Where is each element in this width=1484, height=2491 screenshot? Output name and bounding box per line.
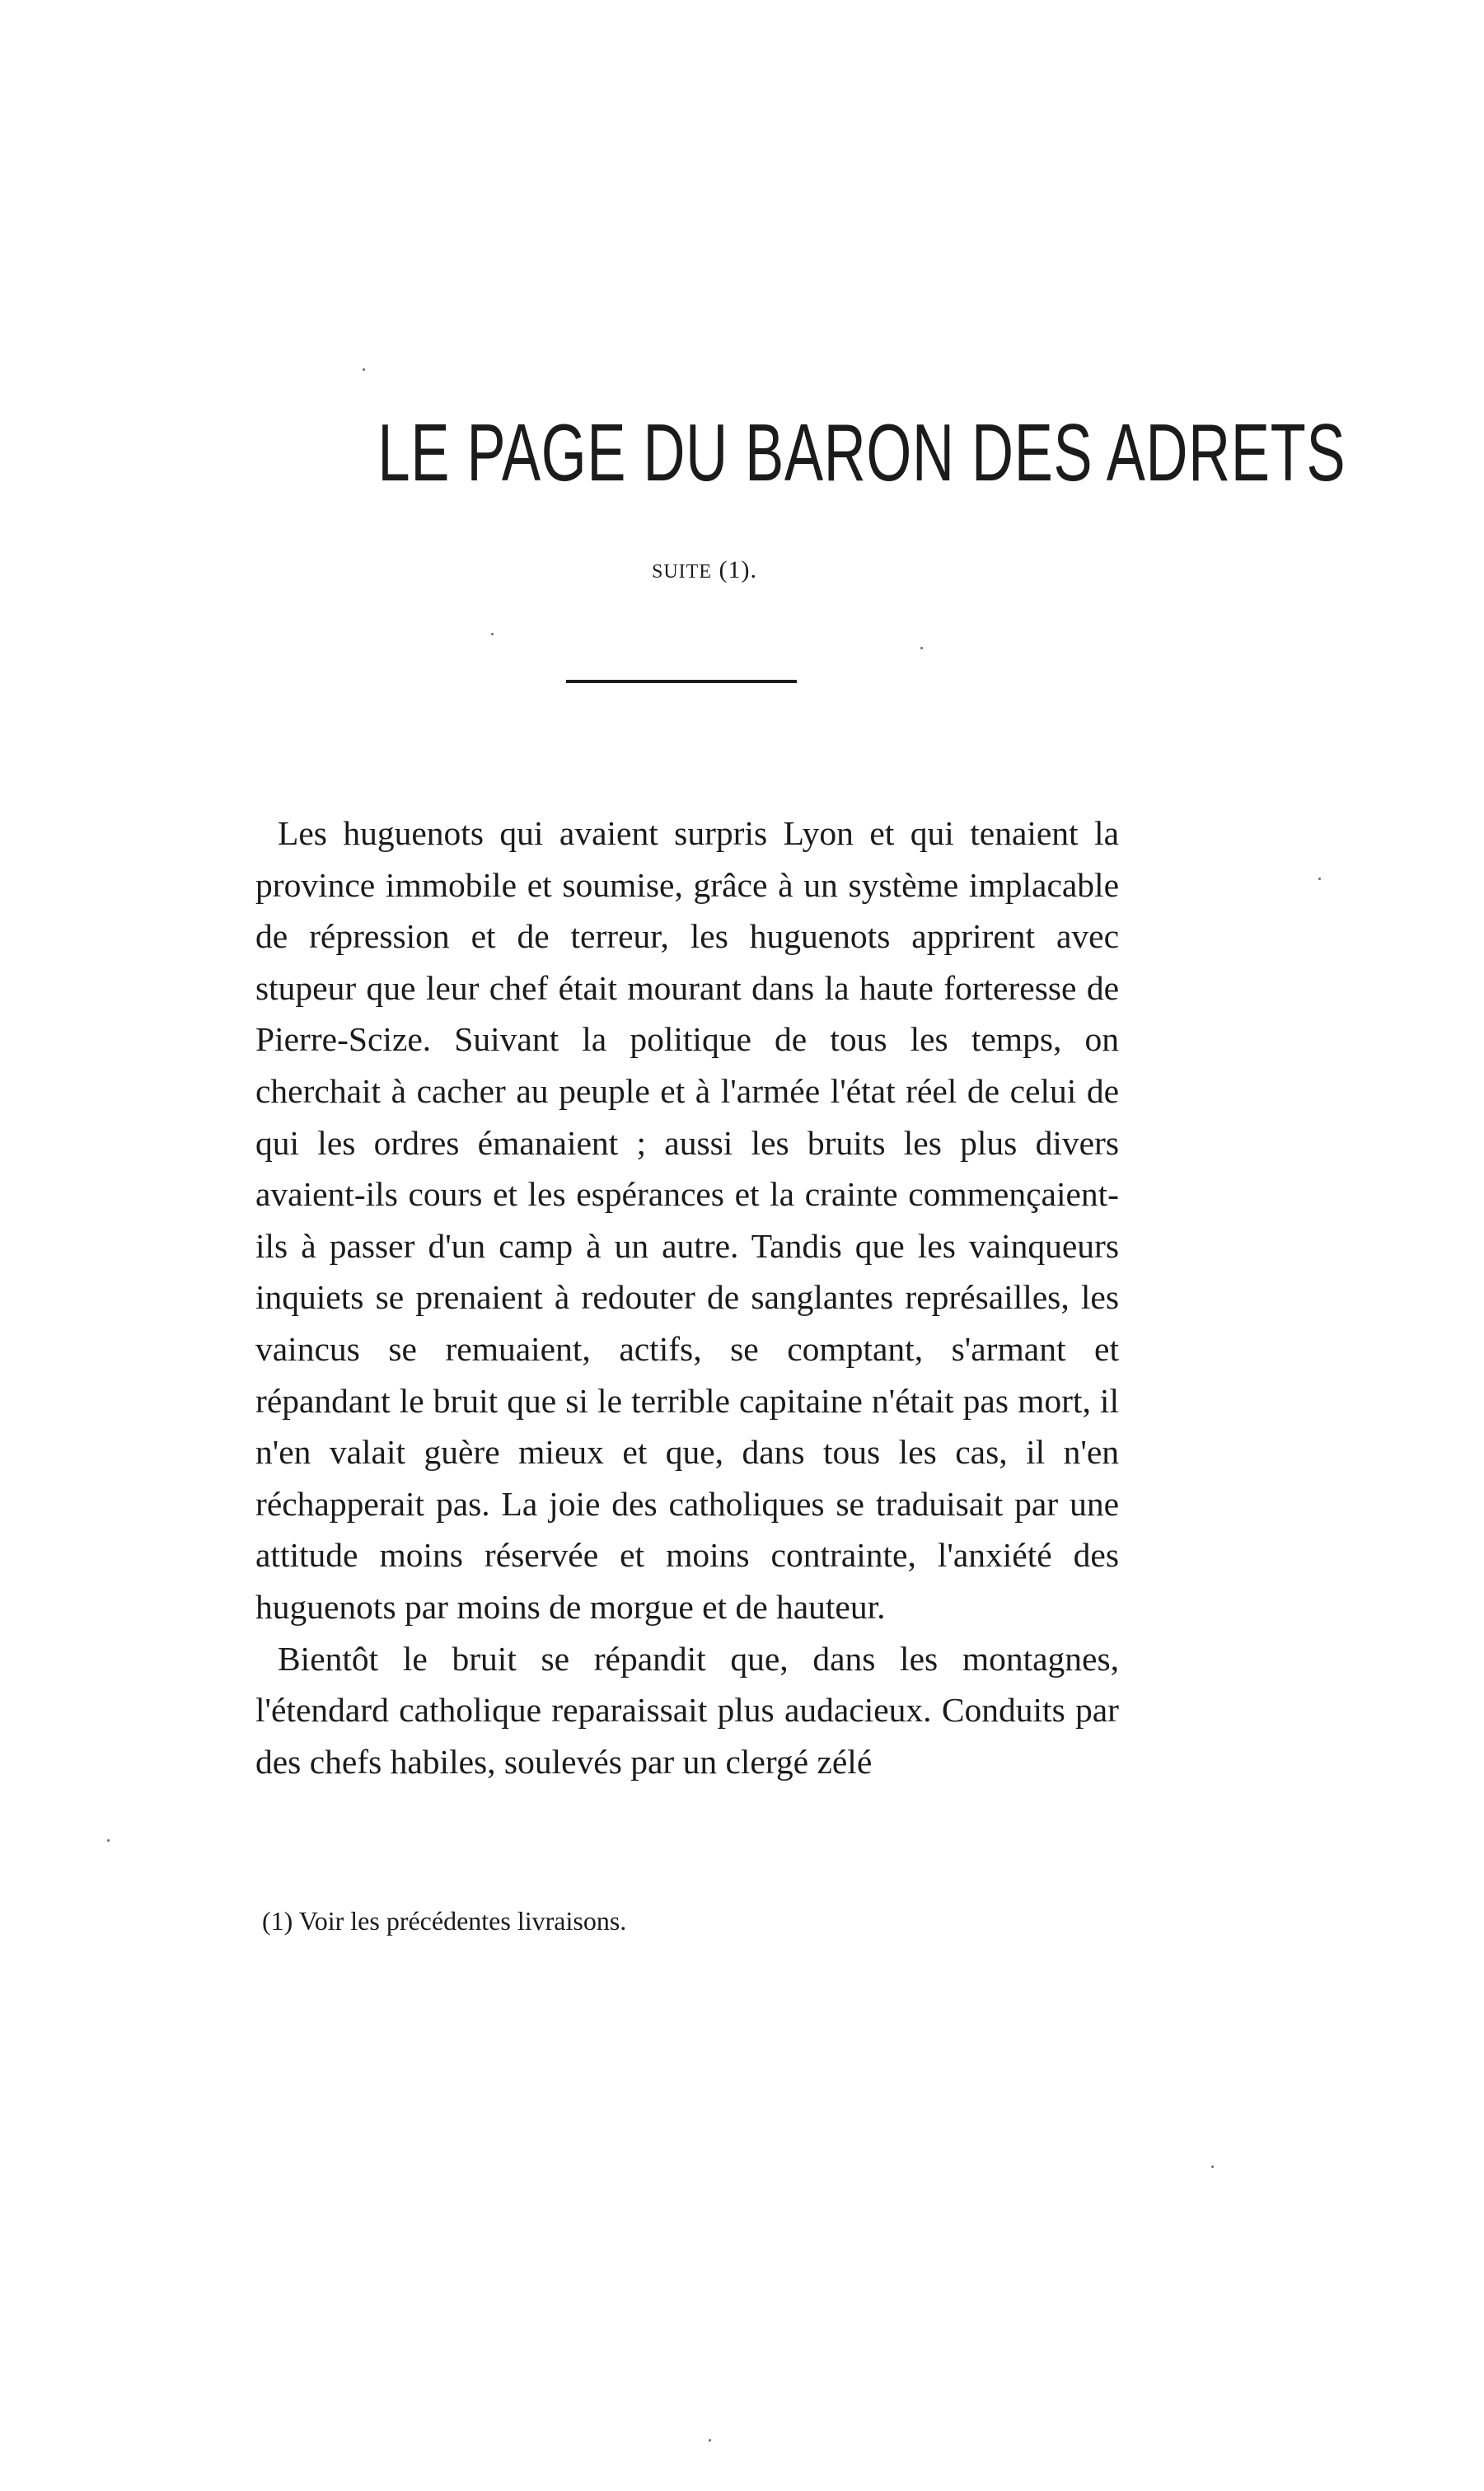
paragraph-1: Les huguenots qui avaient surpris Lyon et qui tenaient la province immobile et soumise, grâce à un système implacable de répression et de terreur, les huguenots apprirent avec stupeur que leur chef était mourant dans la haute forteresse de Pierre-Scize. Suivant la politique de tous les temps, on cherchait à cacher au peuple et à l'armée l'état réel de celui de qui les ordres émanaient ; aussi les bruits les plus divers avaient-ils cours et les espérances et la crainte commençaient-ils à passer d'un camp à un autre. Tandis que les vainqueurs inquiets se prenaient à redouter de sanglantes représailles, les vaincus se remuaient, actifs, se comptant, s'armant et répandant le bruit que si le terrible capitaine n'était pas mort, il n'en valait guère mieux et que, dans tous les cas, il n'en réchapperait pas. La joie des catholiques se traduisait par une attitude moins réservée et moins contrainte, l'anxiété des huguenots par moins de morgue et de hauteur.: [255, 814, 1119, 1626]
scan-speck: [1211, 2166, 1214, 2168]
body-text: [255, 808, 1119, 1787]
paragraph-2: Bientôt le bruit se répandit que, dans les montagnes, l'étendard catholique reparaissait plus audacieux. Conduits par des chefs habiles, soulevés par un clergé zélé: [255, 1639, 1119, 1781]
scan-speck: [920, 647, 923, 649]
subtitle-word: suite: [652, 554, 712, 584]
scan-speck: [709, 2439, 711, 2442]
chapter-title: LE PAGE DU BARON DES ADRETS: [377, 407, 1346, 498]
scan-speck: [107, 1839, 110, 1842]
subtitle-footnote-ref: (1).: [719, 556, 757, 583]
chapter-subtitle: [544, 554, 865, 585]
scan-speck: [363, 368, 365, 371]
footnote: (1) Voir les précédentes livraisons.: [262, 1906, 627, 1936]
scan-speck: [491, 633, 494, 635]
title-divider-rule: [566, 680, 797, 683]
scan-speck: [1318, 878, 1321, 880]
